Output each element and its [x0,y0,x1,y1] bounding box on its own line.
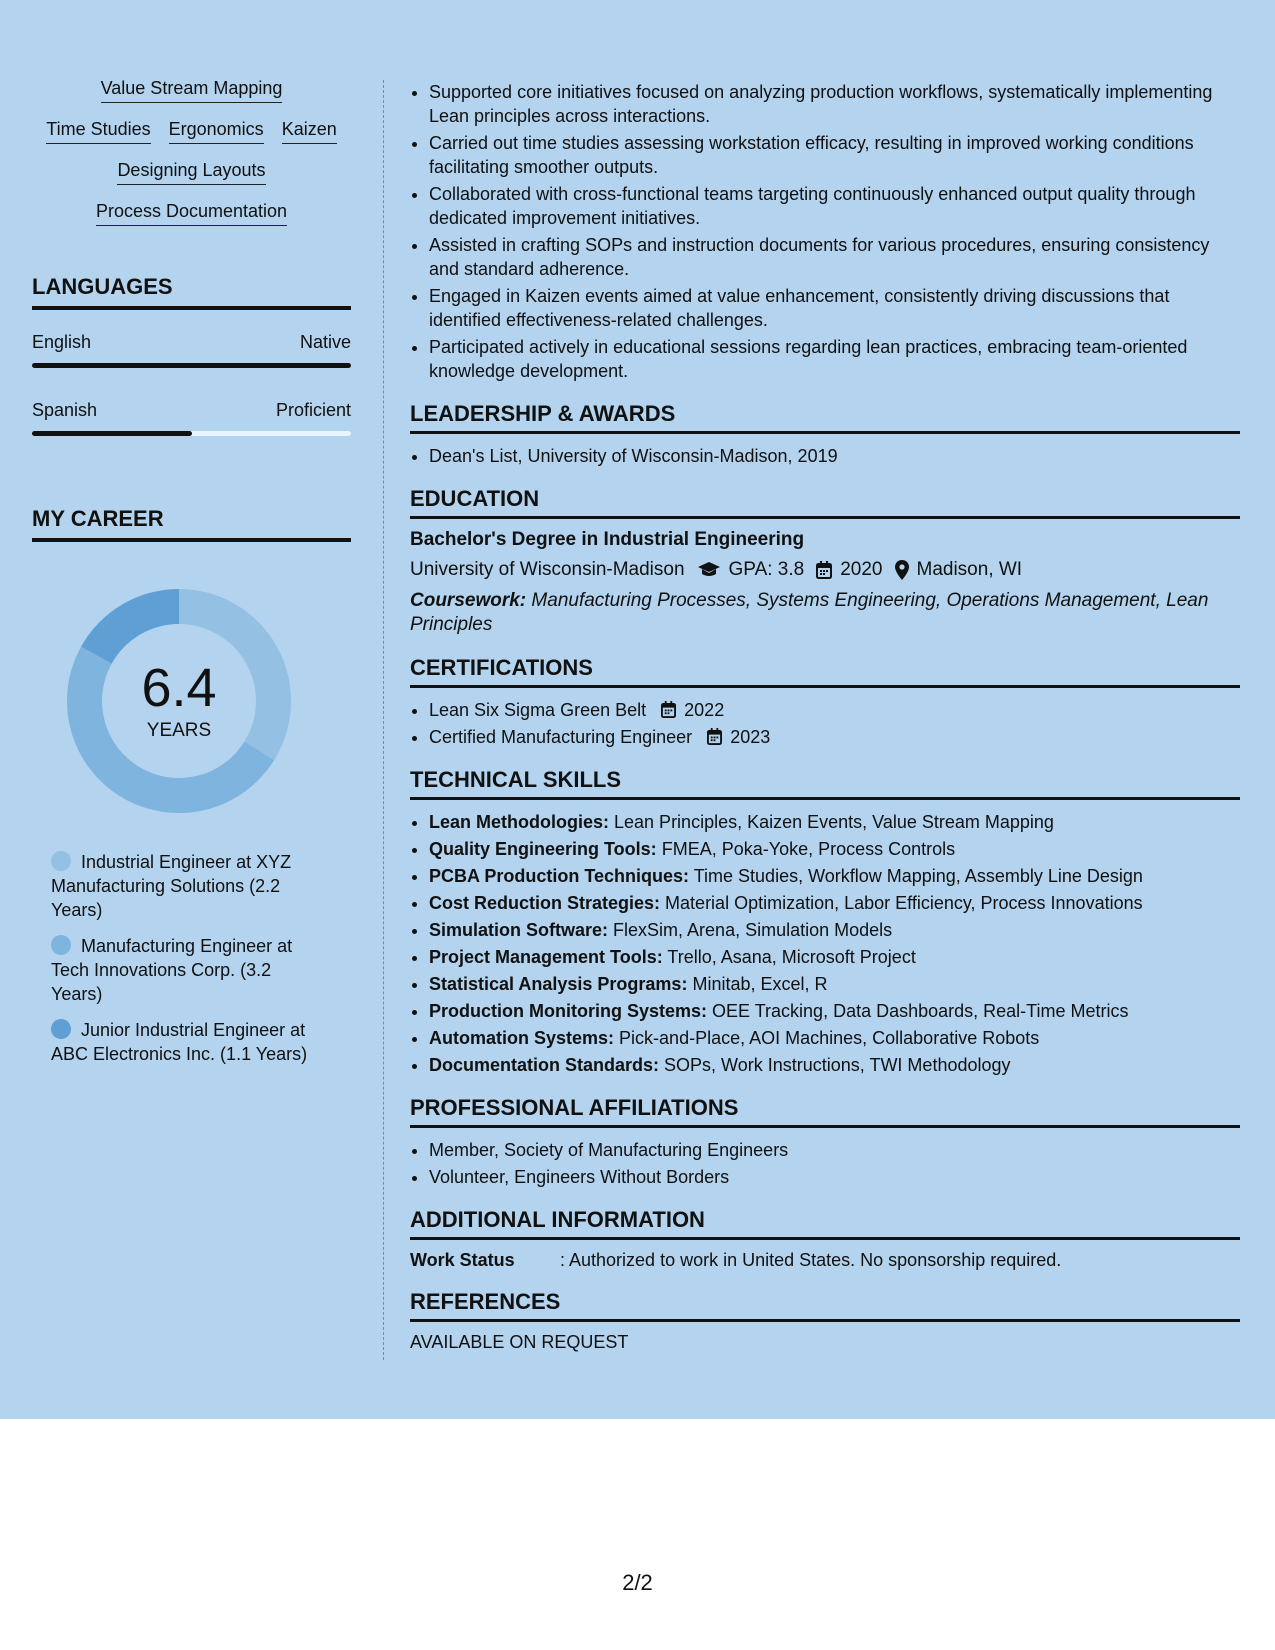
technical-skill-item [429,972,1240,996]
skill-tag[interactable]: Designing Layouts [117,160,265,185]
career-legend-label: Manufacturing Engineer at Tech Innovations Corp. (3.2 Years) [51,936,293,1004]
technical-skill-item [429,810,1240,834]
legend-dot [51,935,71,955]
skill-category: Simulation Software: [429,920,609,940]
skill-row [32,201,351,226]
career-legend-item [51,1018,321,1066]
graduation-year: 2020 [840,559,883,580]
skill-values: Trello, Asana, Microsoft Project [667,947,916,967]
technical-skill-item [429,864,1240,888]
skill-category: Documentation Standards: [429,1055,660,1075]
experience-bullets [410,80,1240,383]
experience-bullet: • Engaged in Kaizen events aimed at value enhancement, consistently driving discussions that identified effectiveness-related challenges. [429,284,1240,332]
education-heading: EDUCATION [410,486,1240,519]
references-text: AVAILABLE ON REQUEST [410,1332,629,1352]
skill-tag[interactable]: Process Documentation [96,201,287,226]
graduation-cap-icon [697,561,721,579]
skill-values: Time Studies, Workflow Mapping, Assembly Line Design [693,866,1143,886]
skill-values: OEE Tracking, Data Dashboards, Real-Time Metrics [712,1001,1129,1021]
experience-bullet: • Supported core initiatives focused on analyzing production workflows, systematically implementing Lean principles across interactions. [429,80,1240,128]
career-heading: MY CAREER [32,506,351,542]
page-number: 2/2 [622,1570,653,1595]
work-status-row [410,1250,1240,1271]
language-item [32,400,351,436]
skill-category: Production Monitoring Systems: [429,1001,708,1021]
language-item [32,332,351,368]
certification-year: 2023 [730,727,771,747]
coursework [410,589,1240,637]
skill-values: Pick-and-Place, AOI Machines, Collaborative Robots [619,1028,1040,1048]
language-name: Spanish [32,400,98,420]
certification-item [429,725,1240,749]
experience-bullet: • Assisted in crafting SOPs and instruction documents for various procedures, ensuring consistency and standard adherence. [429,233,1240,281]
location-pin-icon [895,560,909,580]
skill-tag[interactable]: Kaizen [282,119,337,144]
career-donut [64,586,294,816]
certification-year: 2022 [684,700,725,720]
skill-row [32,160,351,185]
legend-dot [51,1019,71,1039]
skill-category: Automation Systems: [429,1028,615,1048]
affiliations-heading: PROFESSIONAL AFFILIATIONS [410,1095,1240,1128]
calendar-icon [661,701,676,718]
skill-values: Lean Principles, Kaizen Events, Value Stream Mapping [614,812,1054,832]
career-legend [51,850,321,1066]
sidebar [32,78,351,1078]
technical-skills-list [410,810,1240,1077]
skill-category: Lean Methodologies: [429,812,609,832]
references-heading: REFERENCES [410,1289,1240,1322]
coursework-list: Manufacturing Processes, Systems Engineering, Operations Management, Lean Principles [410,590,1209,635]
skill-tag[interactable]: Value Stream Mapping [101,78,283,103]
affiliation-item: • Member, Society of Manufacturing Engineers [429,1138,1240,1162]
experience-bullet: • Carried out time studies assessing workstation efficacy, resulting in improved working conditions facilitating smoother outputs. [429,131,1240,179]
language-bar-fill [32,363,351,368]
certification-item [429,698,1240,722]
experience-bullet: • Collaborated with cross-functional teams targeting continuously enhanced output quality through dedicated improvement initiatives. [429,182,1240,230]
experience-bullet: • Participated actively in educational sessions regarding lean practices, embracing team-oriented knowledge development. [429,335,1240,383]
language-level: Native [299,332,351,352]
technical-skill-item [429,1053,1240,1077]
languages-heading: LANGUAGES [32,274,351,310]
career-legend-item [51,934,321,1006]
leadership-list [410,444,1240,468]
skill-category: Cost Reduction Strategies: [429,893,661,913]
skill-tag[interactable]: Time Studies [46,119,150,144]
skill-row [32,119,351,144]
skill-values: Material Optimization, Labor Efficiency, Process Innovations [665,893,1143,913]
education-location: Madison, WI [916,559,1023,580]
coursework-label: Coursework: [410,590,527,611]
technical-skill-item [429,1026,1240,1050]
calendar-icon [707,728,722,745]
school-name: University of Wisconsin-Madison [410,559,685,580]
language-bar-fill [32,431,192,436]
career-legend-label: Industrial Engineer at XYZ Manufacturing Solutions (2.2 Years) [51,852,292,920]
gpa: GPA: 3.8 [728,559,805,580]
skill-tag[interactable]: Ergonomics [169,119,264,144]
affiliation-item: • Volunteer, Engineers Without Borders [429,1165,1240,1189]
technical-skill-item [429,837,1240,861]
language-level: Proficient [275,400,351,420]
technical-skill-item [429,918,1240,942]
calendar-icon [816,561,832,579]
work-status-label: Work Status [410,1250,515,1270]
additional-info-heading: ADDITIONAL INFORMATION [410,1207,1240,1240]
career-unit: YEARS [146,720,212,741]
skill-values: Minitab, Excel, R [692,974,828,994]
leadership-heading: LEADERSHIP & AWARDS [410,401,1240,434]
technical-skill-item [429,891,1240,915]
certifications-list [410,698,1240,749]
skill-row [32,78,351,103]
language-name: English [32,332,92,352]
skill-category: Quality Engineering Tools: [429,839,657,859]
skills-tags [32,78,351,226]
skill-category: PCBA Production Techniques: [429,866,690,886]
education-meta [410,559,1240,581]
technical-skills-heading: TECHNICAL SKILLS [410,767,1240,800]
skill-values: FlexSim, Arena, Simulation Models [613,920,893,940]
career-legend-item [51,850,321,922]
language-bar [32,431,351,436]
certification-name: Certified Manufacturing Engineer [429,727,693,747]
skill-category: Statistical Analysis Programs: [429,974,688,994]
technical-skill-item [429,945,1240,969]
column-divider [383,80,384,1360]
leadership-item: • Dean's List, University of Wisconsin-Madison, 2019 [429,444,1240,468]
work-status-value: : Authorized to work in United States. No sponsorship required. [560,1250,1062,1270]
main-column [410,80,1240,1353]
degree-title: Bachelor's Degree in Industrial Engineering [410,529,805,550]
career-total: 6.4 [141,658,217,718]
skill-values: SOPs, Work Instructions, TWI Methodology [664,1055,1011,1075]
language-bar [32,363,351,368]
certification-name: Lean Six Sigma Green Belt [429,700,647,720]
skill-category: Project Management Tools: [429,947,663,967]
technical-skill-item [429,999,1240,1023]
career-legend-label: Junior Industrial Engineer at ABC Electronics Inc. (1.1 Years) [51,1020,308,1064]
skill-values: FMEA, Poka-Yoke, Process Controls [661,839,956,859]
legend-dot [51,851,71,871]
certifications-heading: CERTIFICATIONS [410,655,1240,688]
affiliations-list [410,1138,1240,1189]
